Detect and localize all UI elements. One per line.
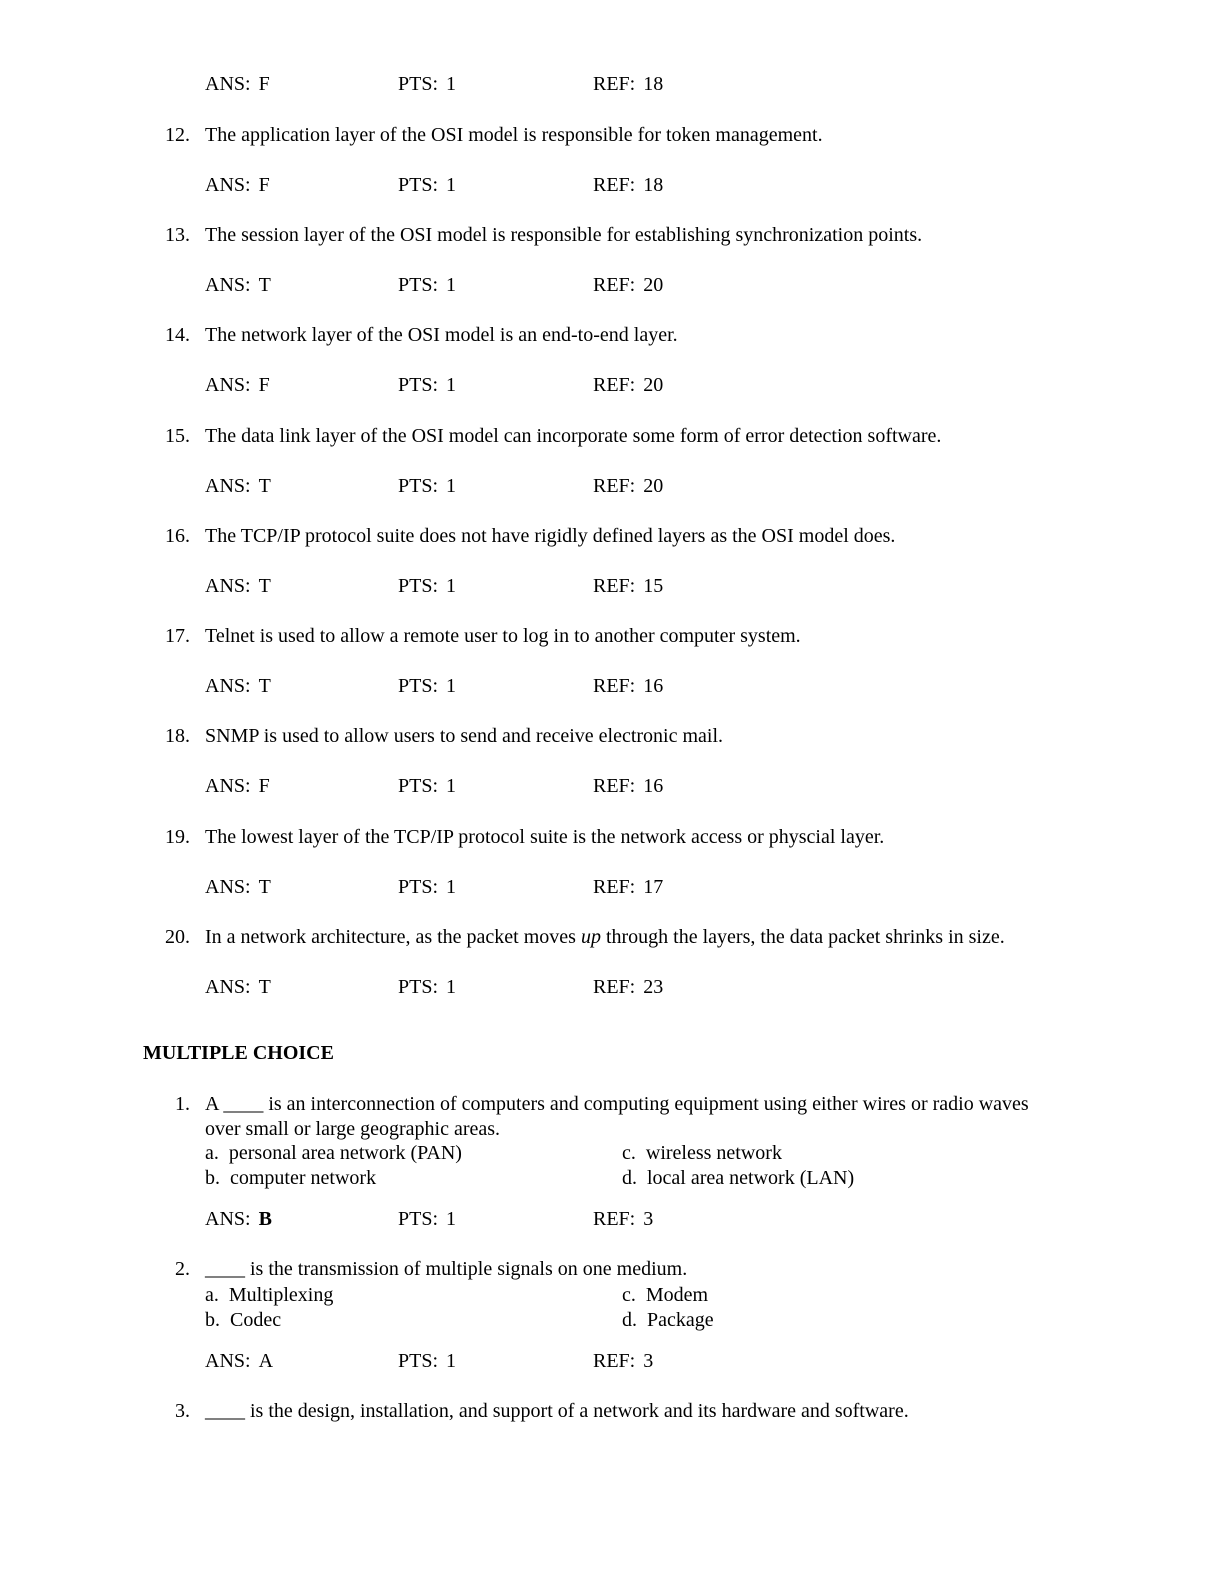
- ans-label: ANS:: [205, 976, 251, 998]
- pts-value: 1: [446, 274, 457, 296]
- question-text: The data link layer of the OSI model can incorporate some form of error detection software.: [205, 425, 942, 447]
- ref-label: REF:: [593, 575, 636, 597]
- ans-value: T: [258, 575, 271, 597]
- ref-value: 20: [643, 475, 664, 497]
- question-text: The network layer of the OSI model is an end-to-end layer.: [205, 324, 678, 346]
- ref-value: 3: [643, 1208, 654, 1230]
- ans-value: T: [258, 976, 271, 998]
- ans-value: F: [258, 374, 270, 396]
- ans-label: ANS:: [205, 174, 251, 196]
- option-c: [622, 1283, 708, 1307]
- pts-label: PTS:: [398, 374, 439, 396]
- question-text: SNMP is used to allow users to send and receive electronic mail.: [205, 725, 724, 747]
- option-d: [622, 1308, 714, 1332]
- ref-label: REF:: [593, 675, 636, 697]
- option-text: local area network (LAN): [647, 1167, 855, 1189]
- ans-value: F: [258, 174, 270, 196]
- ans-label: ANS:: [205, 876, 251, 898]
- ref-value: 15: [643, 575, 664, 597]
- option-b: [205, 1166, 376, 1190]
- ref-value: 17: [643, 876, 664, 898]
- pts-value: 1: [446, 876, 457, 898]
- ans-label: ANS:: [205, 575, 251, 597]
- ans-label: ANS:: [205, 775, 251, 797]
- option-letter: a.: [205, 1284, 219, 1306]
- question-text: The TCP/IP protocol suite does not have rigidly defined layers as the OSI model does.: [205, 525, 896, 547]
- pts-label: PTS:: [398, 976, 439, 998]
- question-number: 16.: [165, 525, 190, 547]
- ans-value: T: [258, 675, 271, 697]
- pts-value: 1: [446, 1350, 457, 1372]
- question-text: The session layer of the OSI model is responsible for establishing synchronization points.: [205, 224, 923, 246]
- ref-label: REF:: [593, 876, 636, 898]
- ref-value: 16: [643, 775, 664, 797]
- ref-value: 18: [643, 174, 664, 196]
- option-a: [205, 1141, 462, 1165]
- question-number: 2.: [175, 1258, 190, 1280]
- ans-value: F: [258, 775, 270, 797]
- ans-label: ANS:: [205, 1350, 251, 1372]
- ref-label: REF:: [593, 475, 636, 497]
- question-text-line1: ____ is the design, installation, and support of a network and its hardware and software.: [205, 1400, 909, 1422]
- question-text-emphasis: up: [580, 926, 601, 948]
- option-a: [205, 1283, 333, 1307]
- ans-label: ANS:: [205, 675, 251, 697]
- pts-label: PTS:: [398, 876, 439, 898]
- ref-label: REF:: [593, 374, 636, 396]
- ref-value: 16: [643, 675, 664, 697]
- question-text-line2: over small or large geographic areas.: [205, 1118, 501, 1140]
- ans-label: ANS:: [205, 73, 251, 95]
- question-text-line1: A ____ is an interconnection of computers and computing equipment using either wires or radio waves: [205, 1093, 1029, 1115]
- ans-label: ANS:: [205, 1208, 251, 1230]
- ref-label: REF:: [593, 1350, 636, 1372]
- ans-value: F: [258, 73, 270, 95]
- pts-value: 1: [446, 575, 457, 597]
- option-b: [205, 1308, 281, 1332]
- pts-value: 1: [446, 775, 457, 797]
- ref-label: REF:: [593, 73, 636, 95]
- ref-label: REF:: [593, 174, 636, 196]
- question-text: The application layer of the OSI model is responsible for token management.: [205, 124, 823, 146]
- option-letter: d.: [622, 1167, 637, 1189]
- ans-value: B: [258, 1208, 272, 1230]
- option-d: [622, 1166, 854, 1190]
- pts-value: 1: [446, 675, 457, 697]
- question-number: 17.: [165, 625, 190, 647]
- option-text: wireless network: [645, 1142, 782, 1164]
- ans-label: ANS:: [205, 274, 251, 296]
- question-number: 13.: [165, 224, 190, 246]
- pts-label: PTS:: [398, 775, 439, 797]
- ref-label: REF:: [593, 976, 636, 998]
- ref-value: 23: [643, 976, 664, 998]
- pts-label: PTS:: [398, 274, 439, 296]
- option-letter: b.: [205, 1167, 220, 1189]
- pts-value: 1: [446, 174, 457, 196]
- ref-label: REF:: [593, 775, 636, 797]
- question-number: 1.: [175, 1093, 190, 1115]
- pts-value: 1: [446, 475, 457, 497]
- question-text-before: In a network architecture, as the packet moves: [205, 926, 581, 948]
- ref-label: REF:: [593, 1208, 636, 1230]
- question-text: [205, 925, 1005, 949]
- ref-value: 20: [643, 374, 664, 396]
- ref-value: 20: [643, 274, 664, 296]
- pts-label: PTS:: [398, 1208, 439, 1230]
- ans-label: ANS:: [205, 475, 251, 497]
- question-number: 20.: [165, 926, 190, 948]
- question-text-after: through the layers, the data packet shrinks in size.: [600, 926, 1005, 948]
- question-number: 12.: [165, 124, 190, 146]
- question-text: The lowest layer of the TCP/IP protocol suite is the network access or physcial layer.: [205, 826, 885, 848]
- option-text: Multiplexing: [228, 1284, 334, 1306]
- pts-label: PTS:: [398, 475, 439, 497]
- ans-value: A: [258, 1350, 274, 1372]
- option-c: [622, 1141, 782, 1165]
- pts-label: PTS:: [398, 1350, 439, 1372]
- option-text: Codec: [230, 1309, 282, 1331]
- ans-label: ANS:: [205, 374, 251, 396]
- option-letter: c.: [622, 1284, 636, 1306]
- pts-value: 1: [446, 1208, 457, 1230]
- ans-value: T: [258, 274, 271, 296]
- ref-value: 18: [643, 73, 664, 95]
- question-number: 15.: [165, 425, 190, 447]
- question-number: 19.: [165, 826, 190, 848]
- option-letter: b.: [205, 1309, 220, 1331]
- pts-value: 1: [446, 374, 457, 396]
- option-text: Modem: [645, 1284, 709, 1306]
- pts-label: PTS:: [398, 73, 439, 95]
- pts-label: PTS:: [398, 675, 439, 697]
- ans-value: T: [258, 475, 271, 497]
- ref-label: REF:: [593, 274, 636, 296]
- pts-label: PTS:: [398, 174, 439, 196]
- option-text: computer network: [230, 1167, 377, 1189]
- option-text: personal area network (PAN): [228, 1142, 462, 1164]
- section-heading: MULTIPLE CHOICE: [143, 1042, 334, 1064]
- pts-value: 1: [446, 976, 457, 998]
- pts-label: PTS:: [398, 575, 439, 597]
- pts-value: 1: [446, 73, 457, 95]
- ref-value: 3: [643, 1350, 654, 1372]
- question-number: 3.: [175, 1400, 190, 1422]
- option-text: Package: [647, 1309, 714, 1331]
- option-letter: a.: [205, 1142, 219, 1164]
- question-number: 14.: [165, 324, 190, 346]
- question-text: Telnet is used to allow a remote user to log in to another computer system.: [205, 625, 801, 647]
- ans-value: T: [258, 876, 271, 898]
- question-text-line1: ____ is the transmission of multiple signals on one medium.: [205, 1258, 688, 1280]
- option-letter: d.: [622, 1309, 637, 1331]
- option-letter: c.: [622, 1142, 636, 1164]
- question-number: 18.: [165, 725, 190, 747]
